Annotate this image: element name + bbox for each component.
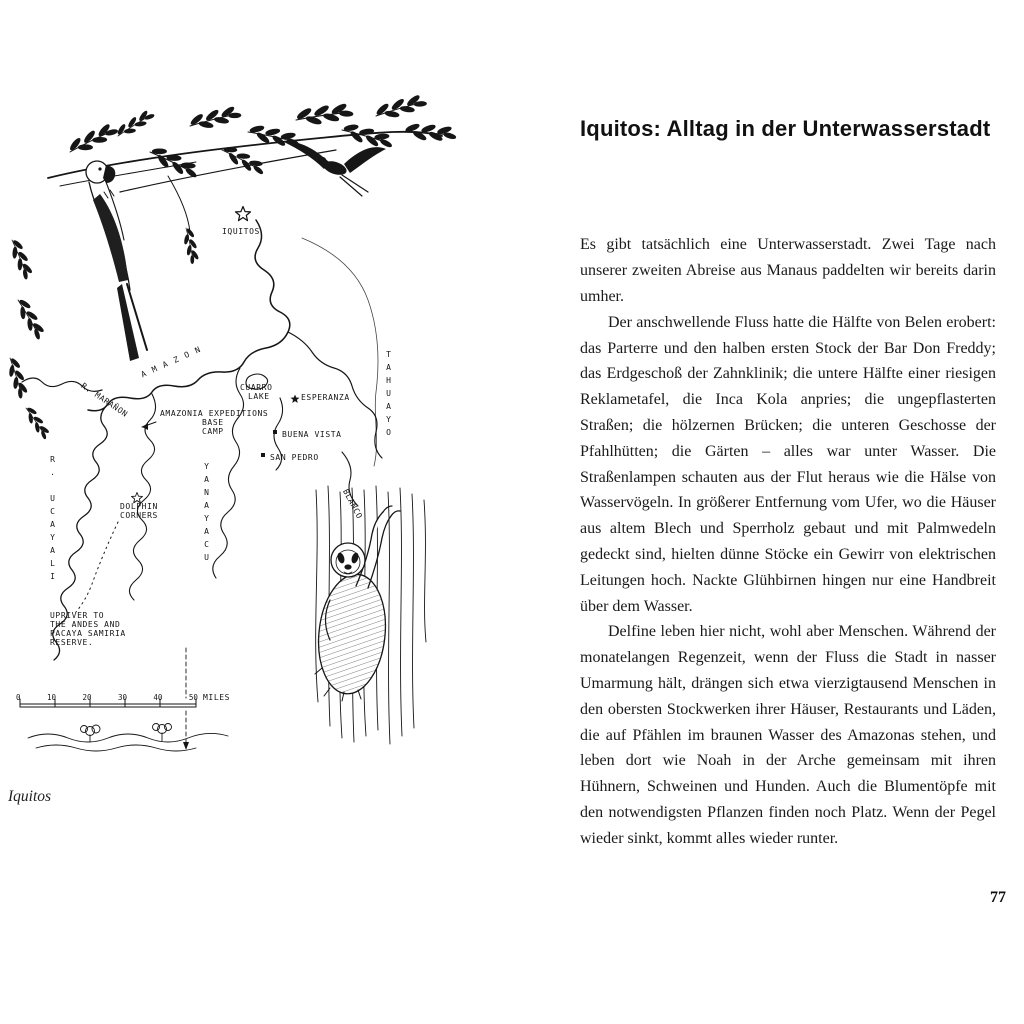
map-label-san-pedro: SAN PEDRO (270, 453, 319, 462)
text-column (580, 116, 996, 852)
map-label-dolphin-corners: CORNERS (120, 511, 158, 520)
scale-tick: 10 (46, 693, 56, 702)
scale-tick: 50 (188, 693, 198, 702)
scale-tick-labels (16, 693, 198, 702)
map-label-cuarro-lake: CUARRO (240, 383, 273, 392)
map-label-ucayali-river: R. UCAYALI (48, 455, 57, 585)
landscape-scribbles (28, 724, 228, 752)
map-label-amazon-river: AMAZON (139, 342, 209, 380)
river-lines (22, 220, 382, 660)
map-note-upriver: THE ANDES AND (50, 620, 121, 629)
map-label-dolphin-corners: DOLPHIN (120, 502, 158, 511)
map-label-esperanza: ESPERANZA (301, 393, 350, 402)
map-label-blanco-river: BLANCO (340, 487, 365, 521)
body-paragraph: Der anschwellende Fluss hatte die Hälfte von Belen erobert: das Parterre und den halben ersten Stock der Bar Don Freddy; das Erdgeschoß der Zahnklinik; die untere Hälfte einer riesigen Reklametafel, die Inca Kola anpries; die ungepflasterten Straßen; die hölzernen Brücken; die unteren Geschosse der Pfahlhütten; die Gärten – alles war unter Wasser. Die Straßenlampen schauten aus der Flut heraus wie die Hälse von Wasservögeln. In größerer Entfernung vom Ufer, wo die Häuser aus altem Blech und Sperrholz gebaut und mit Palmwedeln gedeckt sind, hielten dünne Stöcke ein Gewirr von elektrischen Leitungen hoch. Nackte Glühbirnen hingen nur eine Handbreit über dem Wasser. (580, 313, 996, 615)
map-label-buena-vista: BUENA VISTA (282, 430, 342, 439)
map-label-yanayacu-river: YANAYACU (202, 462, 211, 566)
body-paragraph: Delfine leben hier nicht, wohl aber Menschen. Während der monatelangen Regenzeit, wenn der Fluss die Stadt in nasser Umarmung hält, drängen sich etwa vierzigtausend Menschen in den obersten Stockwerken ihrer Häuser, Restaurants und Läden, die auf Pfählen im braunen Wasser des Amazonas stehen, und leben dort wie Noah in der Arche gemeinsam mit ihren Hühnern, Schweinen und Hunden. Auch die Blumentöpfe mit den notwendigsten Pflanzen finden noch Platz. Wenn der Pegel wieder sinkt, kommt alles wieder runter. (580, 623, 996, 847)
map-illustration (0, 0, 520, 780)
scale-tick: 0 (16, 693, 21, 702)
map-label-base-camp: CAMP (202, 427, 224, 436)
map-label-cuarro-lake: LAKE (248, 392, 270, 401)
map-label-base-camp: AMAZONIA EXPEDITIONS (160, 409, 269, 418)
macaw-illustration (86, 161, 147, 361)
scale-unit-label: MILES (203, 693, 231, 702)
map-label-tahuayo-river: TAHUAYO (384, 350, 393, 441)
map-note-upriver: PACAYA SAMIRIA (50, 629, 126, 638)
map-note-upriver: UPRIVER TO (50, 611, 105, 620)
body-paragraph: Es gibt tatsächlich eine Unterwasserstadt. Zwei Tage nach unserer zweiten Abreise aus Manaus paddelten wir bereits darin umher. (580, 236, 996, 305)
chapter-title: Iquitos: Alltag in der Unterwasserstadt (580, 116, 991, 141)
map-note-upriver: RESERVE. (50, 638, 94, 647)
scale-tick: 20 (82, 693, 92, 702)
page-number: 77 (990, 889, 1006, 906)
illustration-caption: Iquitos (8, 788, 52, 805)
map-label-base-camp: BASE (202, 418, 224, 427)
scale-tick: 40 (153, 693, 163, 702)
map-label-maranon-river: R. MARAÑON (79, 381, 130, 419)
map-label-iquitos: IQUITOS (222, 227, 260, 236)
scale-tick: 30 (117, 693, 127, 702)
sloth-illustration (313, 506, 400, 701)
